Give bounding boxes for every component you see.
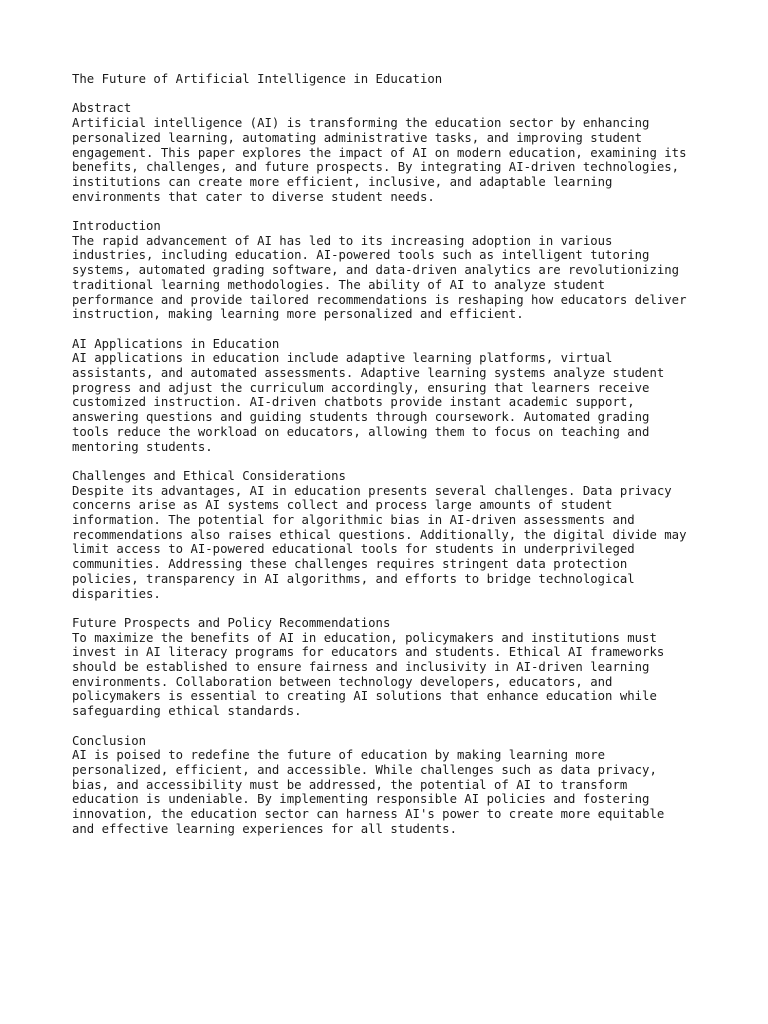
document-body xyxy=(72,101,712,836)
paragraph-line: AI is poised to redefine the future of education by making learning more xyxy=(72,748,606,763)
paragraph-line: Artificial intelligence (AI) is transforming the education sector by enhancing xyxy=(72,116,650,131)
paragraph-line: customized instruction. AI-driven chatbots provide instant academic support, xyxy=(72,395,635,410)
paragraph-line: information. The potential for algorithmic bias in AI-driven assessments and xyxy=(72,513,635,528)
paragraph-line: concerns arise as AI systems collect and process large amounts of student xyxy=(72,498,613,513)
paragraph-line: To maximize the benefits of AI in education, policymakers and institutions must xyxy=(72,630,657,645)
section-heading: Abstract xyxy=(72,101,132,116)
paragraph-line: bias, and accessibility must be addressed, the potential of AI to transform xyxy=(72,777,628,792)
paragraph-line: The rapid advancement of AI has led to its increasing adoption in various xyxy=(72,233,613,248)
paragraph-line: environments that cater to diverse student needs. xyxy=(72,189,435,204)
section-heading: AI Applications in Education xyxy=(72,336,280,351)
document-section xyxy=(72,616,712,719)
document-title: The Future of Artificial Intelligence in Education xyxy=(72,72,443,86)
paragraph-line: invest in AI literacy programs for educators and students. Ethical AI frameworks xyxy=(72,645,665,660)
paragraph-line: engagement. This paper explores the impact of AI on modern education, examining its xyxy=(72,145,687,160)
paragraph-line: institutions can create more efficient, inclusive, and adaptable learning xyxy=(72,174,613,189)
paragraph-line: recommendations also raises ethical questions. Additionally, the digital divide may xyxy=(72,527,687,542)
section-heading: Conclusion xyxy=(72,733,147,748)
paragraph-line: mentoring students. xyxy=(72,439,213,454)
paragraph-line: personalized, efficient, and accessible. While challenges such as data privacy, xyxy=(72,762,657,777)
section-heading: Future Prospects and Policy Recommendations xyxy=(72,615,391,630)
document-section xyxy=(72,734,712,837)
document-section xyxy=(72,337,712,455)
paragraph-line: policymakers is essential to creating AI solutions that enhance education while xyxy=(72,689,657,704)
paragraph-line: disparities. xyxy=(72,586,161,601)
document-page xyxy=(72,72,712,851)
section-paragraph xyxy=(72,351,712,454)
paragraph-line: benefits, challenges, and future prospects. By integrating AI-driven technologies, xyxy=(72,160,680,175)
paragraph-line: performance and provide tailored recommendations is reshaping how educators deliver xyxy=(72,292,687,307)
section-paragraph xyxy=(72,116,712,204)
section-paragraph xyxy=(72,234,712,322)
document-section xyxy=(72,101,712,204)
paragraph-line: assistants, and automated assessments. Adaptive learning systems analyze student xyxy=(72,366,665,381)
paragraph-line: limit access to AI-powered educational tools for students in underprivileged xyxy=(72,542,635,557)
paragraph-line: AI applications in education include adaptive learning platforms, virtual xyxy=(72,351,613,366)
document-section xyxy=(72,219,712,322)
paragraph-line: answering questions and guiding students through coursework. Automated grading xyxy=(72,410,650,425)
paragraph-line: environments. Collaboration between technology developers, educators, and xyxy=(72,674,613,689)
paragraph-line: should be established to ensure fairness and inclusivity in AI-driven learning xyxy=(72,660,650,675)
paragraph-line: tools reduce the workload on educators, allowing them to focus on teaching and xyxy=(72,424,650,439)
section-heading: Introduction xyxy=(72,219,161,233)
paragraph-line: Despite its advantages, AI in education presents several challenges. Data privacy xyxy=(72,483,672,498)
paragraph-line: industries, including education. AI-powered tools such as intelligent tutoring xyxy=(72,248,650,263)
paragraph-line: education is undeniable. By implementing responsible AI policies and fostering xyxy=(72,792,650,807)
section-paragraph xyxy=(72,484,712,602)
section-paragraph xyxy=(72,631,712,719)
paragraph-line: innovation, the education sector can harness AI's power to create more equitable xyxy=(72,807,665,822)
paragraph-line: progress and adjust the curriculum accordingly, ensuring that learners receive xyxy=(72,380,650,395)
section-heading: Challenges and Ethical Considerations xyxy=(72,468,346,483)
paragraph-line: systems, automated grading software, and data-driven analytics are revolutionizing xyxy=(72,263,680,278)
paragraph-line: safeguarding ethical standards. xyxy=(72,704,302,719)
paragraph-line: and effective learning experiences for all students. xyxy=(72,821,457,836)
paragraph-line: traditional learning methodologies. The ability of AI to analyze student xyxy=(72,277,606,292)
paragraph-line: policies, transparency in AI algorithms, and efforts to bridge technological xyxy=(72,571,635,586)
section-paragraph xyxy=(72,748,712,836)
paragraph-line: instruction, making learning more personalized and efficient. xyxy=(72,307,524,322)
paragraph-line: communities. Addressing these challenges requires stringent data protection xyxy=(72,557,628,572)
document-section xyxy=(72,469,712,601)
paragraph-line: personalized learning, automating administrative tasks, and improving student xyxy=(72,130,643,145)
